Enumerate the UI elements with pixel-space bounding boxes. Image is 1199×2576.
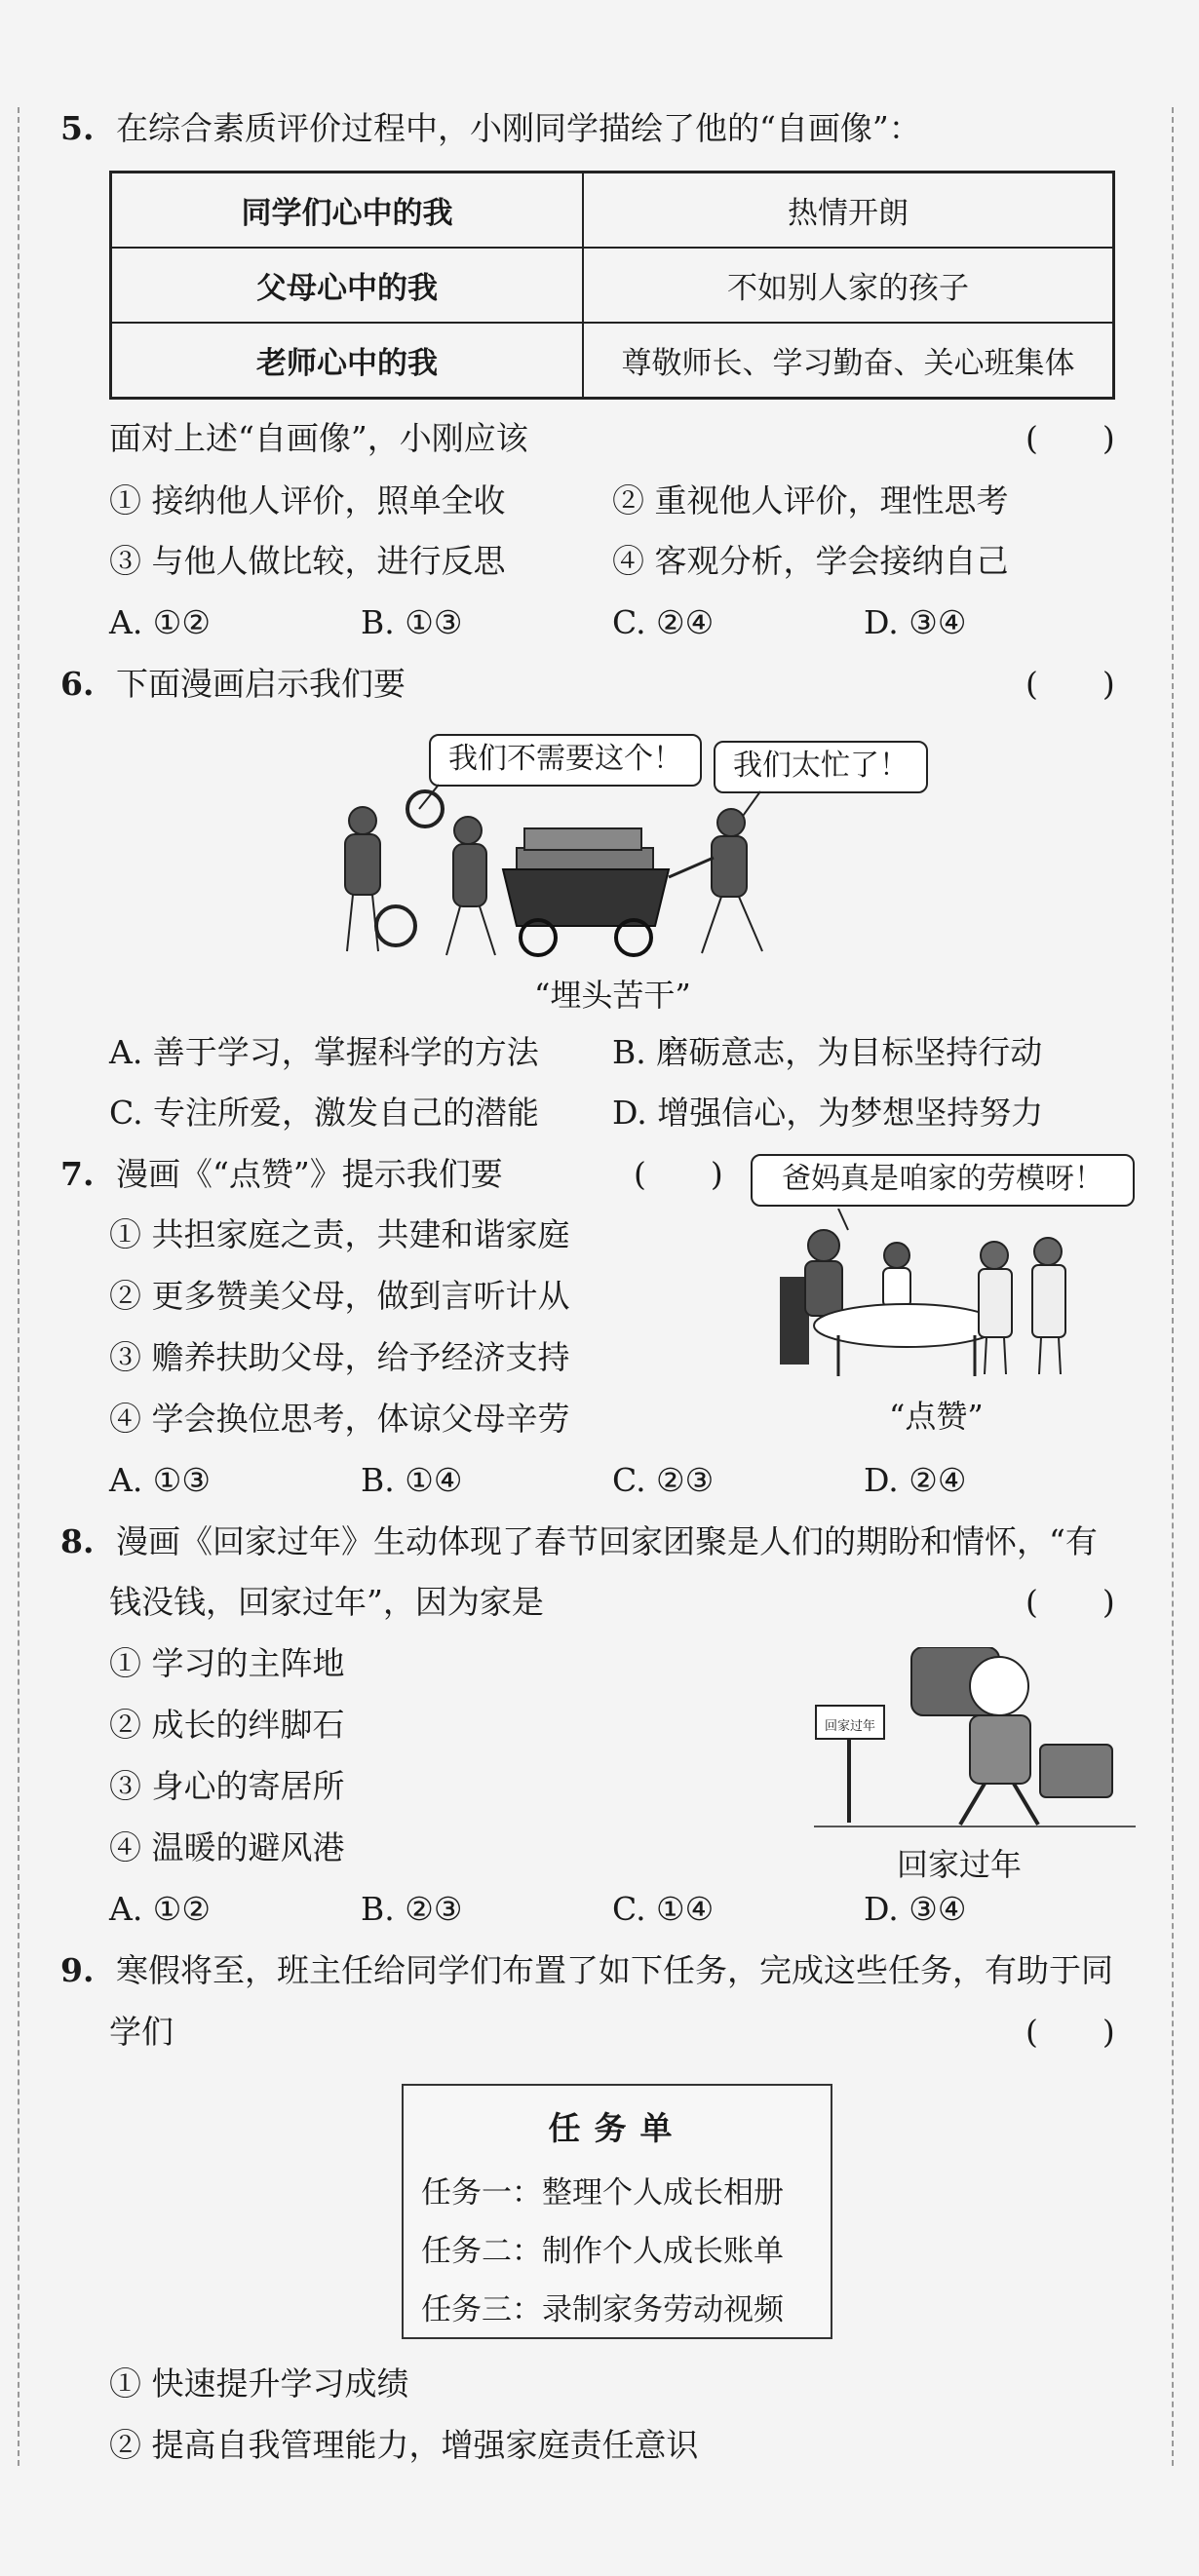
statement-item: ④ 客观分析，学会接纳自己 bbox=[612, 542, 1009, 580]
statement-item: ② 提高自我管理能力，增强家庭责任意识 bbox=[109, 2426, 699, 2464]
question-number: 8. bbox=[60, 1522, 95, 1560]
cartoon-going-home-illustration bbox=[814, 1647, 1136, 1832]
statement-item: ① 共担家庭之责，共建和谐家庭 bbox=[109, 1215, 570, 1253]
statement-item: ② 成长的绊脚石 bbox=[109, 1706, 345, 1744]
choice-b[interactable]: B. ②③ bbox=[361, 1890, 463, 1928]
statement-item: ① 接纳他人评价，照单全收 bbox=[109, 481, 506, 519]
question-number: 7. bbox=[60, 1155, 95, 1193]
statement-item: ① 快速提升学习成绩 bbox=[109, 2365, 409, 2403]
answer-blank[interactable]: ( ) bbox=[1025, 419, 1115, 457]
task-item: 任务三：录制家务劳动视频 bbox=[421, 2292, 784, 2327]
choice-c[interactable]: C. ②③ bbox=[612, 1461, 715, 1499]
choice-c[interactable]: C. 专注所爱，激发自己的潜能 bbox=[109, 1094, 540, 1132]
cartoon-family-dinner-illustration bbox=[780, 1209, 1082, 1384]
question-6-stem bbox=[60, 663, 406, 706]
statement-item: ② 重视他人评价，理性思考 bbox=[612, 481, 1009, 519]
cartoon-caption: “点赞” bbox=[889, 1398, 984, 1435]
statement-item: ④ 温暖的避风港 bbox=[109, 1828, 345, 1866]
left-dashed-margin bbox=[18, 107, 19, 2466]
question-text: 漫画《回家过年》生动体现了春节回家团聚是人们的期盼和情怀，“有 bbox=[115, 1522, 1098, 1560]
cartoon-caption: 回家过年 bbox=[897, 1846, 1023, 1883]
choice-d[interactable]: D. ③④ bbox=[864, 603, 967, 641]
right-dashed-margin bbox=[1172, 107, 1174, 2466]
task-item: 任务一：整理个人成长相册 bbox=[421, 2175, 784, 2211]
table-row bbox=[111, 248, 1114, 323]
question-text: 寒假将至，班主任给同学们布置了如下任务，完成这些任务，有助于同 bbox=[115, 1951, 1113, 1989]
statement-item: ③ 与他人做比较，进行反思 bbox=[109, 542, 506, 580]
answer-blank[interactable]: ( ) bbox=[1025, 1583, 1115, 1621]
cartoon-caption: “埋头苦干” bbox=[534, 977, 691, 1014]
question-text: 在综合素质评价过程中，小刚同学描绘了他的“自画像”： bbox=[115, 109, 921, 147]
choice-b[interactable]: B. 磨砺意志，为目标坚持行动 bbox=[612, 1033, 1043, 1071]
speech-bubble: 我们太忙了！ bbox=[714, 741, 928, 793]
signpost-label: 回家过年 bbox=[824, 1719, 875, 1734]
question-prompt: 面对上述“自画像”，小刚应该 bbox=[109, 419, 528, 457]
table-cell: 父母心中的我 bbox=[111, 248, 584, 323]
choice-b[interactable]: B. ①④ bbox=[361, 1461, 463, 1499]
self-portrait-table bbox=[109, 171, 1115, 400]
question-number: 6. bbox=[60, 665, 95, 703]
speech-bubble: 爸妈真是咱家的劳模呀！ bbox=[751, 1154, 1135, 1207]
choice-d[interactable]: D. ②④ bbox=[864, 1461, 967, 1499]
question-8-stem bbox=[60, 1520, 1098, 1563]
question-text-continued: 学们 bbox=[109, 2013, 174, 2051]
question-text: 下面漫画启示我们要 bbox=[115, 665, 406, 703]
question-text: 漫画《“点赞”》提示我们要 bbox=[115, 1155, 503, 1193]
question-text-continued: 钱没钱，回家过年”，因为家是 bbox=[109, 1583, 544, 1621]
statement-item: ② 更多赞美父母，做到言听计从 bbox=[109, 1277, 570, 1315]
table-cell: 老师心中的我 bbox=[111, 323, 584, 399]
speech-bubble: 我们不需要这个！ bbox=[429, 734, 702, 787]
choice-d[interactable]: D. ③④ bbox=[864, 1890, 967, 1928]
choice-c[interactable]: C. ①④ bbox=[612, 1890, 715, 1928]
choice-d[interactable]: D. 增强信心，为梦想坚持努力 bbox=[612, 1094, 1044, 1132]
table-row bbox=[111, 323, 1114, 399]
task-list-title: 任务单 bbox=[548, 2109, 686, 2147]
question-9-stem bbox=[60, 1949, 1113, 1992]
choice-c[interactable]: C. ②④ bbox=[612, 603, 715, 641]
choice-a[interactable]: A. 善于学习，掌握科学的方法 bbox=[109, 1033, 539, 1071]
task-item: 任务二：制作个人成长账单 bbox=[421, 2234, 784, 2269]
cartoon-hard-work-illustration bbox=[312, 780, 819, 965]
table-cell: 不如别人家的孩子 bbox=[583, 248, 1114, 323]
statement-item: ③ 赡养扶助父母，给予经济支持 bbox=[109, 1338, 570, 1376]
choice-a[interactable]: A. ①② bbox=[109, 603, 211, 641]
table-row bbox=[111, 173, 1114, 249]
choice-a[interactable]: A. ①③ bbox=[109, 1461, 211, 1499]
answer-blank[interactable]: ( ) bbox=[634, 1155, 723, 1193]
table-cell: 尊敬师长、学习勤奋、关心班集体 bbox=[583, 323, 1114, 399]
answer-blank[interactable]: ( ) bbox=[1025, 665, 1115, 703]
question-number: 5. bbox=[60, 109, 95, 147]
choice-b[interactable]: B. ①③ bbox=[361, 603, 463, 641]
statement-item: ④ 学会换位思考，体谅父母辛劳 bbox=[109, 1400, 570, 1438]
statement-item: ① 学习的主阵地 bbox=[109, 1644, 345, 1682]
table-cell: 同学们心中的我 bbox=[111, 173, 584, 249]
answer-blank[interactable]: ( ) bbox=[1025, 2013, 1115, 2051]
question-7-stem bbox=[60, 1153, 503, 1196]
question-number: 9. bbox=[60, 1951, 95, 1989]
task-list-box bbox=[402, 2084, 832, 2339]
question-5-stem bbox=[60, 107, 921, 150]
choice-a[interactable]: A. ①② bbox=[109, 1890, 211, 1928]
table-cell: 热情开朗 bbox=[583, 173, 1114, 249]
statement-item: ③ 身心的寄居所 bbox=[109, 1767, 345, 1805]
